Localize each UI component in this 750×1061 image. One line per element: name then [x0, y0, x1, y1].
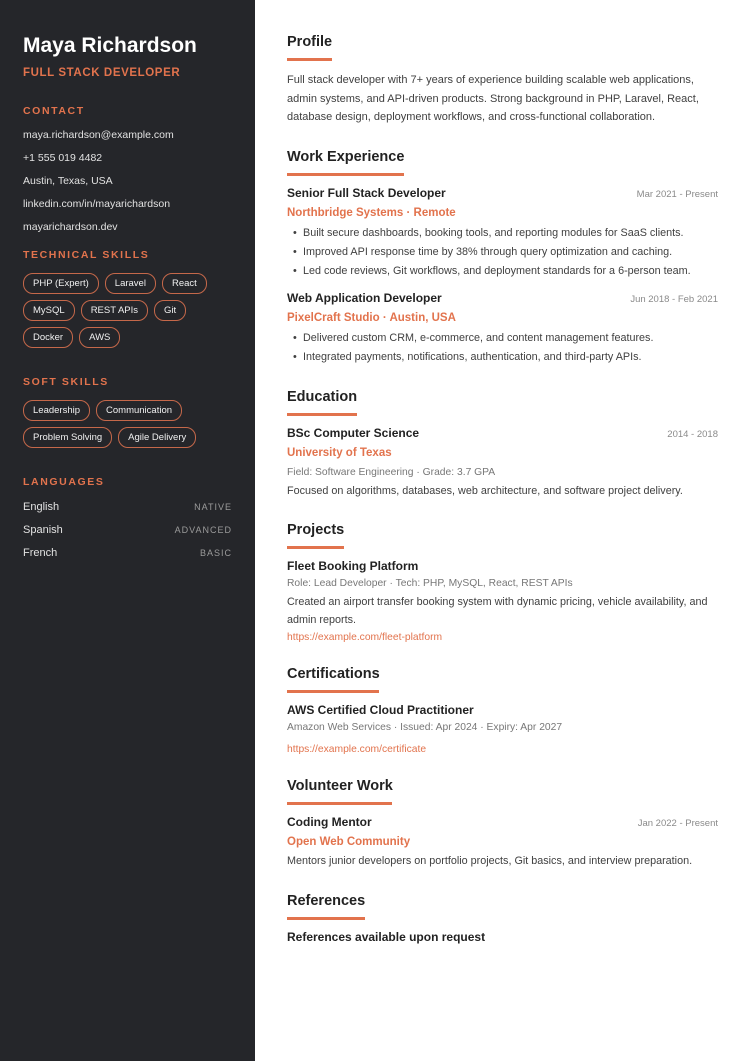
contact-list — [23, 129, 232, 233]
section-title: Education — [287, 388, 358, 405]
volunteer-section — [287, 778, 718, 871]
languages-heading: LANGUAGES — [23, 476, 105, 488]
education-meta: Field: Software Engineering · Grade: 3.7 GPA — [287, 466, 496, 478]
skill-chip: PHP (Expert) — [23, 273, 99, 294]
volunteer-description: Mentors junior developers on portfolio projects, Git basics, and interview preparation. — [287, 855, 693, 867]
project-name: Fleet Booking Platform — [287, 559, 419, 573]
references-section — [287, 893, 718, 944]
candidate-title: FULL STACK DEVELOPER — [23, 67, 181, 79]
soft-skills-list — [23, 400, 232, 448]
volunteer-header — [287, 815, 718, 830]
profile-section — [287, 34, 718, 127]
references-text: References available upon request — [287, 929, 486, 944]
language-name: Spanish — [23, 523, 63, 536]
technical-skills-heading: TECHNICAL SKILLS — [23, 249, 150, 261]
profile-summary: Full stack developer with 7+ years of experience building scalable web applications, admin systems, and API-driven products. Strong background in PHP, Laravel, React, database design, deployment workflows, and cross-functional collaboration. — [287, 74, 699, 123]
project-description: Created an airport transfer booking system with dynamic pricing, vehicle availability, and admin reports. — [287, 596, 708, 626]
certification-link[interactable]: https://example.com/certificate — [287, 744, 427, 755]
language-level: ADVANCED — [174, 524, 232, 535]
education-degree: BSc Computer Science — [287, 425, 420, 440]
list-item: • Improved API response time by 38% through query optimization and caching. — [287, 243, 718, 262]
section-underline — [287, 802, 392, 805]
skill-chip: REST APIs — [81, 300, 148, 321]
section-underline — [287, 546, 344, 549]
section-underline — [287, 917, 365, 920]
job-role: Web Application Developer — [287, 290, 442, 305]
section-underline — [287, 413, 357, 416]
main-content — [287, 34, 718, 966]
volunteer-org: Open Web Community — [287, 836, 411, 848]
technical-skills-list — [23, 273, 232, 348]
project-meta: Role: Lead Developer · Tech: PHP, MySQL, React, REST APIs — [287, 578, 573, 589]
contact-phone[interactable]: +1 555 019 4482 — [23, 152, 103, 164]
contact-location: Austin, Texas, USA — [23, 175, 113, 187]
soft-skills-heading: SOFT SKILLS — [23, 376, 109, 388]
language-row — [23, 500, 232, 513]
job-header — [287, 186, 718, 201]
job-company: PixelCraft Studio · Austin, USA — [287, 311, 456, 324]
job-header — [287, 291, 718, 306]
list-item: • Built secure dashboards, booking tools, and reporting modules for SaaS clients. — [287, 224, 718, 243]
section-title: Profile — [287, 34, 333, 50]
section-title: Projects — [287, 522, 345, 538]
skill-chip: MySQL — [23, 300, 75, 321]
list-item: • Delivered custom CRM, e-commerce, and content management features. — [287, 329, 718, 348]
sidebar — [0, 0, 255, 1061]
education-date: 2014 - 2018 — [667, 428, 718, 440]
contact-email[interactable]: maya.richardson@example.com — [23, 129, 174, 141]
section-underline — [287, 173, 404, 176]
job-bullets — [287, 224, 718, 281]
language-name: English — [23, 500, 60, 513]
job-entry — [287, 186, 718, 281]
section-underline — [287, 690, 379, 693]
language-row — [23, 546, 232, 559]
education-section — [287, 389, 718, 501]
skill-chip: React — [162, 273, 207, 294]
list-item: • Integrated payments, notifications, authentication, and third-party APIs. — [287, 348, 718, 367]
job-bullets — [287, 329, 718, 367]
section-title: References — [287, 892, 366, 909]
language-level: NATIVE — [194, 501, 232, 512]
skill-chip: Git — [154, 300, 186, 321]
skill-chip: Leadership — [23, 400, 90, 421]
education-school: University of Texas — [287, 446, 392, 459]
skill-chip: Communication — [96, 400, 182, 421]
section-underline — [287, 58, 332, 61]
section-title: Volunteer Work — [287, 778, 393, 794]
skill-chip: Laravel — [105, 273, 156, 294]
education-header — [287, 426, 718, 441]
certifications-section — [287, 666, 718, 756]
languages-list — [23, 500, 232, 559]
contact-website[interactable]: mayarichardson.dev — [23, 221, 118, 233]
volunteer-date: Jan 2022 - Present — [637, 818, 718, 829]
job-role: Senior Full Stack Developer — [287, 185, 446, 200]
work-experience-section — [287, 149, 718, 367]
job-date: Mar 2021 - Present — [636, 188, 718, 200]
skill-chip: AWS — [79, 327, 120, 348]
job-date: Jun 2018 - Feb 2021 — [630, 293, 718, 305]
skill-chip: Docker — [23, 327, 73, 348]
candidate-name: Maya Richardson — [23, 34, 197, 57]
certification-name: AWS Certified Cloud Practitioner — [287, 703, 474, 717]
contact-linkedin[interactable]: linkedin.com/in/mayarichardson — [23, 198, 171, 210]
job-company: Northbridge Systems · Remote — [287, 206, 456, 219]
job-entry — [287, 291, 718, 367]
language-row — [23, 523, 232, 536]
education-description: Focused on algorithms, databases, web architecture, and software project delivery. — [287, 484, 683, 497]
list-item: • Led code reviews, Git workflows, and deployment standards for a 6-person team. — [287, 262, 718, 281]
section-title: Certifications — [287, 666, 380, 682]
volunteer-role: Coding Mentor — [287, 815, 372, 829]
contact-heading: CONTACT — [23, 105, 85, 117]
skill-chip: Problem Solving — [23, 427, 112, 448]
certification-meta: Amazon Web Services · Issued: Apr 2024 · Expiry: Apr 2027 — [287, 722, 563, 733]
section-title: Work Experience — [287, 148, 405, 165]
project-link[interactable]: https://example.com/fleet-platform — [287, 632, 443, 643]
language-name: French — [23, 546, 58, 559]
language-level: BASIC — [199, 547, 232, 558]
skill-chip: Agile Delivery — [118, 427, 196, 448]
projects-section — [287, 522, 718, 644]
